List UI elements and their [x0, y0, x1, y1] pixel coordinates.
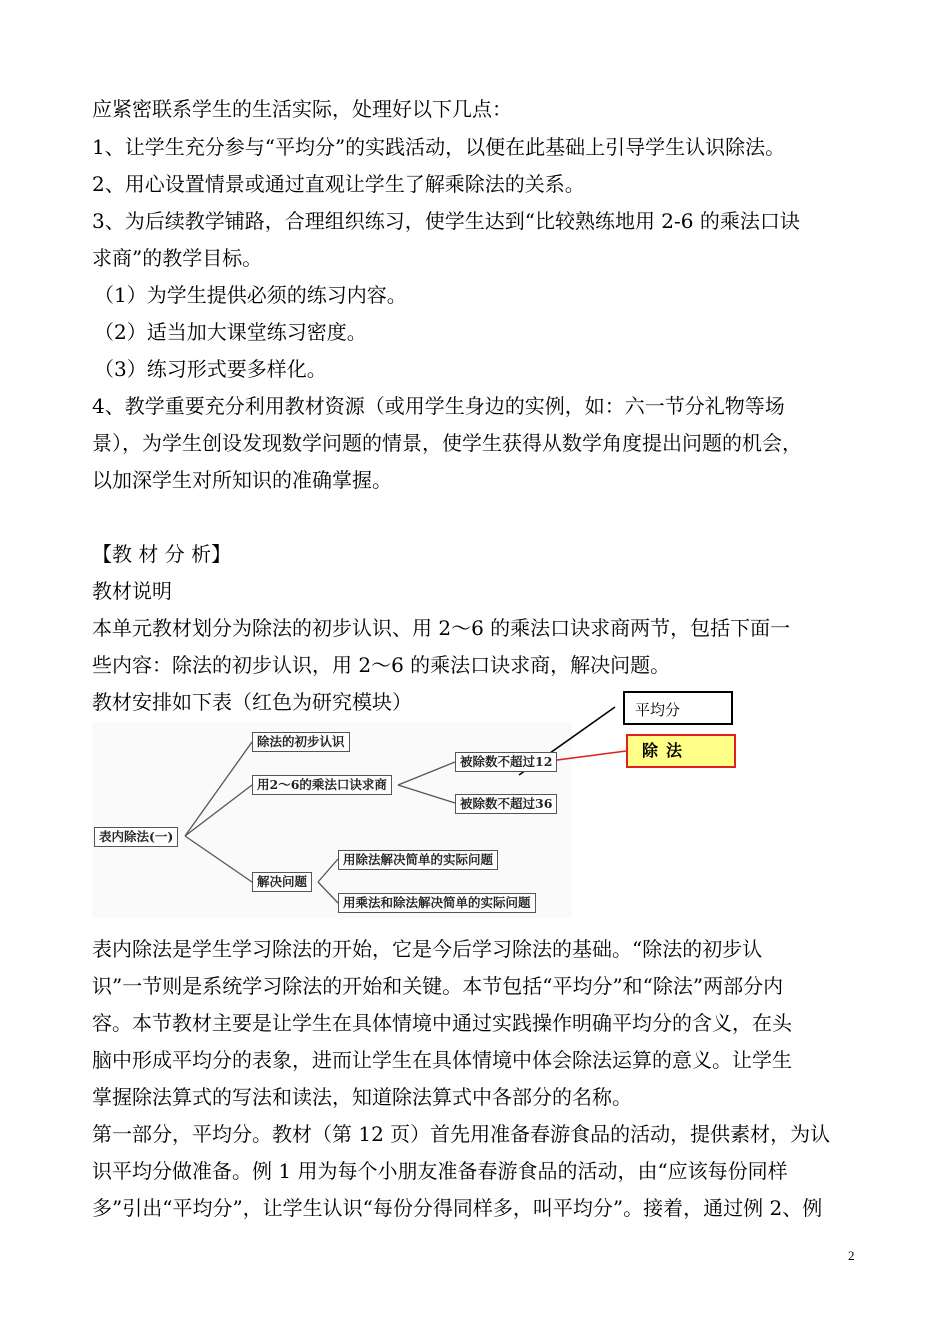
- node-dividend-upto-12: 被除数不超过12: [455, 752, 557, 772]
- text-line: 求商”的教学目标。: [92, 246, 263, 270]
- text-line: 以加深学生对所知识的准确掌握。: [92, 468, 392, 492]
- text-line: （1）为学生提供必须的练习内容。: [94, 283, 407, 307]
- text-line: 识”一节则是系统学习除法的开始和关键。本节包括“平均分”和“除法”两部分内: [92, 974, 784, 998]
- text-line: 应紧密联系学生的生活实际，处理好以下几点：: [92, 97, 512, 121]
- callout-average-division: 平均分: [623, 691, 733, 725]
- text-line: 多”引出“平均分”，让学生认识“每份分得同样多，叫平均分”。接着，通过例 2、例: [92, 1196, 823, 1220]
- text-line: 掌握除法算式的写法和读法，知道除法算式中各部分的名称。: [92, 1085, 632, 1109]
- node-quotient: 用2～6的乘法口诀求商: [252, 775, 392, 795]
- text-line: 1、让学生充分参与“平均分”的实践活动，以便在此基础上引导学生认识除法。: [92, 135, 786, 159]
- node-solve-with-division: 用除法解决简单的实际问题: [338, 850, 498, 870]
- section-heading: 【教 材 分 析】: [92, 542, 232, 566]
- text-line: 表内除法是学生学习除法的开始，它是今后学习除法的基础。“除法的初步认: [92, 937, 763, 961]
- node-solve-with-mul-div: 用乘法和除法解决简单的实际问题: [338, 893, 536, 913]
- text-line: 容。本节教材主要是让学生在具体情境中通过实践操作明确平均分的含义，在头: [92, 1011, 792, 1035]
- text-line: 景），为学生创设发现数学问题的情景，使学生获得从数学角度提出问题的机会，: [92, 431, 802, 455]
- text-line: 教材安排如下表（红色为研究模块）: [92, 690, 412, 714]
- text-line: 4、教学重要充分利用教材资源（或用学生身边的实例，如：六一节分礼物等场: [92, 394, 785, 418]
- node-solve-problems: 解决问题: [252, 872, 312, 892]
- node-dividend-upto-36: 被除数不超过36: [455, 794, 557, 814]
- text-line: 本单元教材划分为除法的初步认识、用 2～6 的乘法口诀求商两节，包括下面一: [92, 616, 791, 640]
- text-line: 2、用心设置情景或通过直观让学生了解乘除法的关系。: [92, 172, 585, 196]
- text-line: 些内容：除法的初步认识，用 2～6 的乘法口诀求商，解决问题。: [92, 653, 671, 677]
- callout-division: 除法: [626, 734, 736, 768]
- subheading: 教材说明: [92, 579, 172, 603]
- text-line: （3）练习形式要多样化。: [94, 357, 327, 381]
- text-line: 识平均分做准备。例 1 用为每个小朋友准备春游食品的活动，由“应该每份同样: [92, 1159, 788, 1183]
- page-number: 2: [848, 1248, 855, 1263]
- text-line: 第一部分，平均分。教材（第 12 页）首先用准备春游食品的活动，提供素材，为认: [92, 1122, 831, 1146]
- text-line: 脑中形成平均分的表象，进而让学生在具体情境中体会除法运算的意义。让学生: [92, 1048, 792, 1072]
- text-line: 3、为后续教学铺路，合理组织练习，使学生达到“比较熟练地用 2-6 的乘法口诀: [92, 209, 800, 233]
- node-initial-understanding: 除法的初步认识: [252, 732, 350, 752]
- text-line: （2）适当加大课堂练习密度。: [94, 320, 367, 344]
- node-root: 表内除法(一): [94, 827, 178, 847]
